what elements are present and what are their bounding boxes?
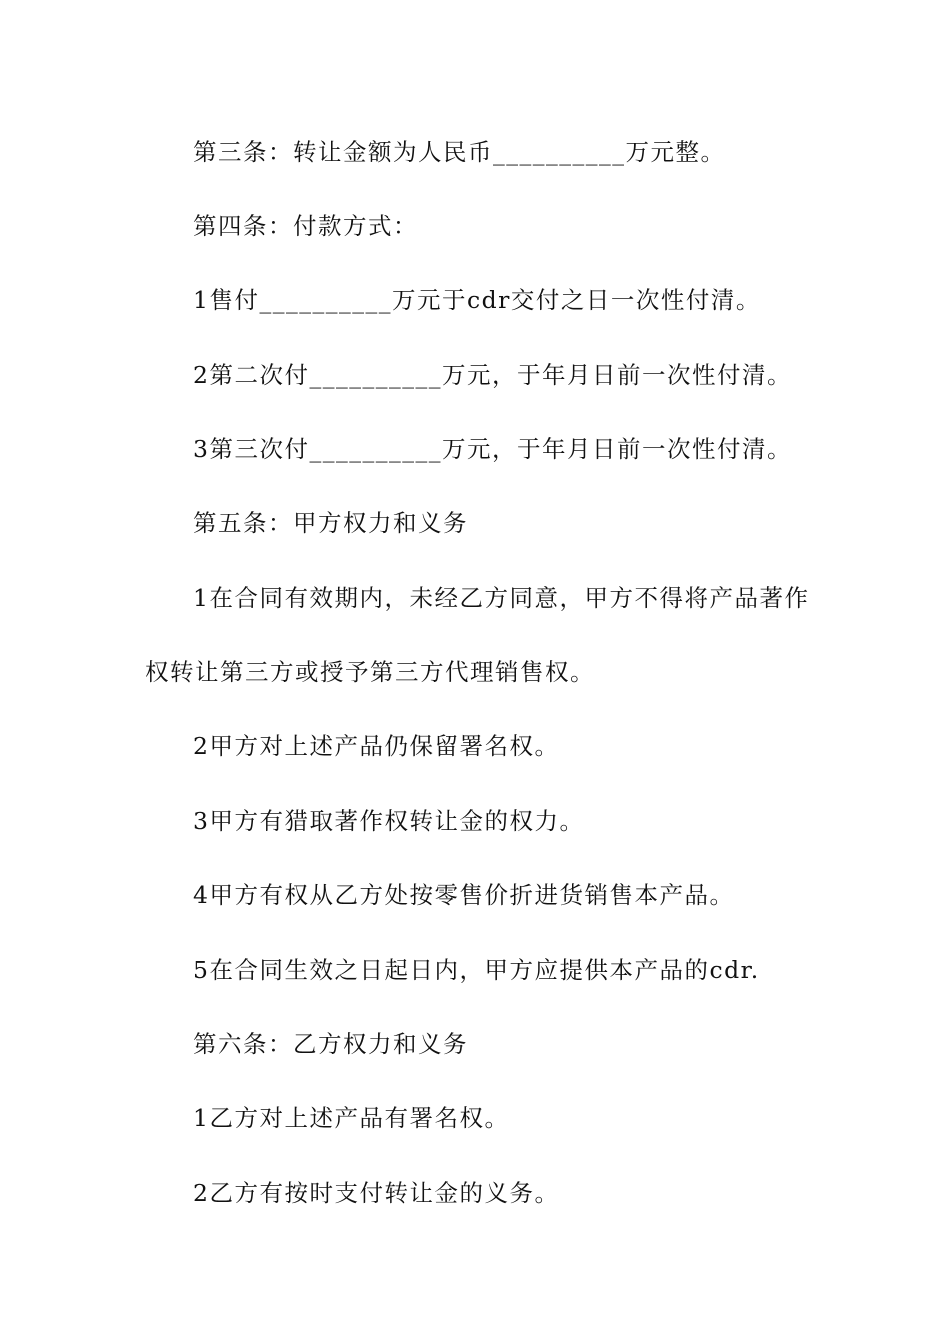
payment-item-3: 3第三次付__________万元，于年月日前一次性付清。 bbox=[193, 435, 792, 463]
article-5-heading: 第五条：甲方权力和义务 bbox=[193, 509, 468, 537]
article-4-heading: 第四条：付款方式： bbox=[193, 212, 418, 240]
party-a-item-1: 1在合同有效期内，未经乙方同意，甲方不得将产品著作 bbox=[193, 584, 810, 612]
party-a-item-1-continued: 权转让第三方或授予第三方代理销售权。 bbox=[145, 658, 595, 686]
payment-item-1: 1售付__________万元于cdr交付之日一次性付清。 bbox=[193, 286, 761, 314]
article-3-text: 第三条：转让金额为人民币__________万元整。 bbox=[193, 138, 726, 166]
party-b-item-1: 1乙方对上述产品有署名权。 bbox=[193, 1104, 510, 1132]
party-a-item-5: 5在合同生效之日起日内，甲方应提供本产品的cdr. bbox=[193, 956, 760, 984]
article-6-heading: 第六条：乙方权力和义务 bbox=[193, 1030, 468, 1058]
party-a-item-2: 2甲方对上述产品仍保留署名权。 bbox=[193, 732, 560, 760]
party-a-item-3: 3甲方有猎取著作权转让金的权力。 bbox=[193, 807, 585, 835]
party-b-item-2: 2乙方有按时支付转让金的义务。 bbox=[193, 1179, 560, 1207]
party-a-item-4: 4甲方有权从乙方处按零售价折进货销售本产品。 bbox=[193, 881, 735, 909]
payment-item-2: 2第二次付__________万元，于年月日前一次性付清。 bbox=[193, 361, 792, 389]
